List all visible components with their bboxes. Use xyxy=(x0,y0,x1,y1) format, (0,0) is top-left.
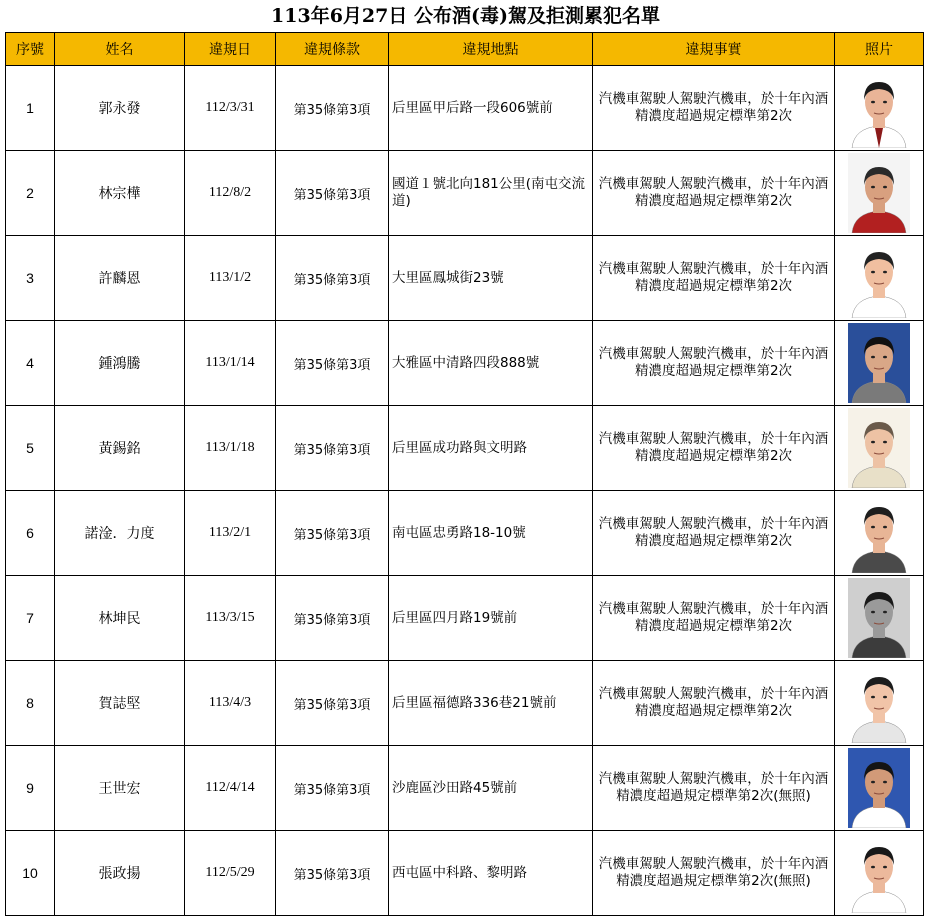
table-row xyxy=(6,491,924,576)
table-row xyxy=(6,151,924,236)
row-number: 6 xyxy=(6,491,55,576)
header-no: 序號 xyxy=(6,33,55,66)
photo-cell xyxy=(835,236,924,321)
violation-location: 大里區鳳城街23號 xyxy=(389,236,593,321)
violation-clause: 第35條第3項 xyxy=(276,831,389,916)
violation-fact: 汽機車駕駛人駕駛汽機車，於十年內酒精濃度超過規定標準第2次 xyxy=(593,661,835,746)
photo-cell xyxy=(835,661,924,746)
violation-clause: 第35條第3項 xyxy=(276,576,389,661)
page-title: 113年6月27日 公布酒(毒)駕及拒測累犯名單 xyxy=(271,5,660,27)
row-number: 7 xyxy=(6,576,55,661)
violation-location: 后里區成功路與文明路 xyxy=(389,406,593,491)
offender-name: 諾淦．力度 xyxy=(55,491,185,576)
row-number: 4 xyxy=(6,321,55,406)
violation-clause: 第35條第3項 xyxy=(276,236,389,321)
portrait-photo xyxy=(848,663,910,743)
violation-location: 沙鹿區沙田路45號前 xyxy=(389,746,593,831)
offender-name: 許麟恩 xyxy=(55,236,185,321)
row-number: 10 xyxy=(6,831,55,916)
table-row xyxy=(6,831,924,916)
photo-cell xyxy=(835,151,924,236)
offender-name: 黃錫銘 xyxy=(55,406,185,491)
violation-fact: 汽機車駕駛人駕駛汽機車，於十年內酒精濃度超過規定標準第2次(無照) xyxy=(593,746,835,831)
table-row xyxy=(6,66,924,151)
violation-location: 西屯區中科路、黎明路 xyxy=(389,831,593,916)
offender-name: 林宗樺 xyxy=(55,151,185,236)
violation-fact: 汽機車駕駛人駕駛汽機車，於十年內酒精濃度超過規定標準第2次(無照) xyxy=(593,831,835,916)
offender-name: 張政揚 xyxy=(55,831,185,916)
row-number: 1 xyxy=(6,66,55,151)
table-row xyxy=(6,746,924,831)
violation-clause: 第35條第3項 xyxy=(276,66,389,151)
violation-fact: 汽機車駕駛人駕駛汽機車，於十年內酒精濃度超過規定標準第2次 xyxy=(593,576,835,661)
violation-clause: 第35條第3項 xyxy=(276,491,389,576)
violation-location: 后里區福德路336巷21號前 xyxy=(389,661,593,746)
header-fact: 違規事實 xyxy=(593,33,835,66)
violation-location: 南屯區忠勇路18-10號 xyxy=(389,491,593,576)
portrait-photo xyxy=(848,408,910,488)
table-row xyxy=(6,406,924,491)
portrait-photo xyxy=(848,833,910,913)
violation-date: 112/4/14 xyxy=(185,746,276,831)
violation-fact: 汽機車駕駛人駕駛汽機車，於十年內酒精濃度超過規定標準第2次 xyxy=(593,151,835,236)
violation-fact: 汽機車駕駛人駕駛汽機車，於十年內酒精濃度超過規定標準第2次 xyxy=(593,236,835,321)
violation-location: 國道１號北向181公里(南屯交流道) xyxy=(389,151,593,236)
violation-fact: 汽機車駕駛人駕駛汽機車，於十年內酒精濃度超過規定標準第2次 xyxy=(593,491,835,576)
offender-name: 鍾鴻騰 xyxy=(55,321,185,406)
photo-cell xyxy=(835,321,924,406)
violation-fact: 汽機車駕駛人駕駛汽機車，於十年內酒精濃度超過規定標準第2次 xyxy=(593,66,835,151)
violation-clause: 第35條第3項 xyxy=(276,746,389,831)
header-row xyxy=(6,33,924,66)
violation-date: 112/8/2 xyxy=(185,151,276,236)
header-location: 違規地點 xyxy=(389,33,593,66)
table-row xyxy=(6,321,924,406)
photo-cell xyxy=(835,491,924,576)
violation-date: 113/2/1 xyxy=(185,491,276,576)
violation-date: 113/4/3 xyxy=(185,661,276,746)
violation-clause: 第35條第3項 xyxy=(276,661,389,746)
table-row xyxy=(6,661,924,746)
photo-cell xyxy=(835,66,924,151)
violation-date: 112/3/31 xyxy=(185,66,276,151)
violation-date: 113/3/15 xyxy=(185,576,276,661)
violation-location: 后里區四月路19號前 xyxy=(389,576,593,661)
violation-fact: 汽機車駕駛人駕駛汽機車，於十年內酒精濃度超過規定標準第2次 xyxy=(593,406,835,491)
photo-cell xyxy=(835,406,924,491)
photo-cell xyxy=(835,746,924,831)
row-number: 5 xyxy=(6,406,55,491)
violation-date: 112/5/29 xyxy=(185,831,276,916)
offender-name: 賀誌堅 xyxy=(55,661,185,746)
header-date: 違規日 xyxy=(185,33,276,66)
row-number: 9 xyxy=(6,746,55,831)
header-photo: 照片 xyxy=(835,33,924,66)
table-row xyxy=(6,576,924,661)
portrait-photo xyxy=(848,578,910,658)
row-number: 8 xyxy=(6,661,55,746)
violation-fact: 汽機車駕駛人駕駛汽機車，於十年內酒精濃度超過規定標準第2次 xyxy=(593,321,835,406)
header-name: 姓名 xyxy=(55,33,185,66)
row-number: 2 xyxy=(6,151,55,236)
portrait-photo xyxy=(848,748,910,828)
offender-table xyxy=(5,32,924,916)
violation-date: 113/1/18 xyxy=(185,406,276,491)
violation-location: 后里區甲后路一段606號前 xyxy=(389,66,593,151)
table-row xyxy=(6,236,924,321)
portrait-photo xyxy=(848,238,910,318)
portrait-photo xyxy=(848,323,910,403)
offender-name: 王世宏 xyxy=(55,746,185,831)
header-law: 違規條款 xyxy=(276,33,389,66)
portrait-photo xyxy=(848,68,910,148)
row-number: 3 xyxy=(6,236,55,321)
violation-date: 113/1/14 xyxy=(185,321,276,406)
offender-name: 林坤民 xyxy=(55,576,185,661)
violation-date: 113/1/2 xyxy=(185,236,276,321)
violation-location: 大雅區中清路四段888號 xyxy=(389,321,593,406)
photo-cell xyxy=(835,576,924,661)
violation-clause: 第35條第3項 xyxy=(276,321,389,406)
portrait-photo xyxy=(848,153,910,233)
photo-cell xyxy=(835,831,924,916)
violation-clause: 第35條第3項 xyxy=(276,406,389,491)
portrait-photo xyxy=(848,493,910,573)
offender-name: 郭永發 xyxy=(55,66,185,151)
violation-clause: 第35條第3項 xyxy=(276,151,389,236)
